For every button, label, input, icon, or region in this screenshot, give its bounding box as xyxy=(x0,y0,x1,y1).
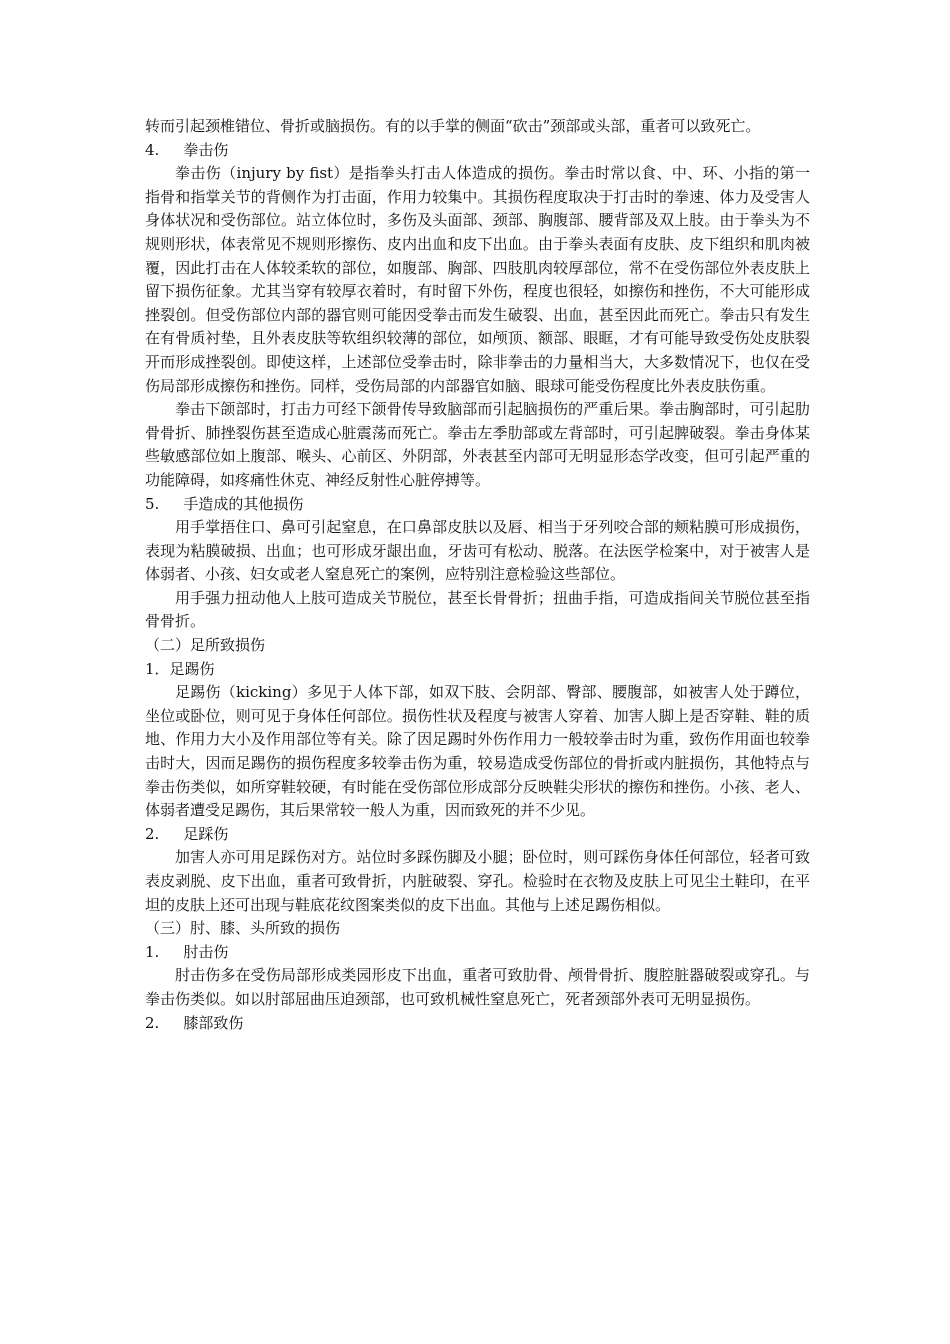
heading-stamp-injury xyxy=(145,823,810,847)
heading-number: 2. xyxy=(145,1013,160,1032)
heading-text: 拳击伤 xyxy=(183,140,229,159)
heading-text: 足踩伤 xyxy=(183,824,229,843)
heading-text: 肘击伤 xyxy=(183,942,229,961)
paragraph-stamp-injury: 加害人亦可用足踩伤对方。站位时多踩伤脚及小腿；卧位时，则可踩伤身体任何部位，轻者可致表皮剥脱、皮下出血，重者可致骨折，内脏破裂、穿孔。检验时在衣物及皮肤上可见尘土鞋印，在平坦的皮肤上还可出现与鞋底花纹图案类似的皮下出血。其他与上述足踢伤相似。 xyxy=(145,848,810,914)
section-foot-injury: （二）足所致损伤 xyxy=(145,636,266,655)
heading-number: 5. xyxy=(145,494,160,513)
heading-number: 4. xyxy=(145,140,160,159)
paragraph-continued: 转而引起颈椎错位、骨折或脑损伤。有的以手掌的侧面“砍击”颈部或头部，重者可以致死亡。 xyxy=(145,117,761,135)
heading-text: 膝部致伤 xyxy=(183,1013,244,1032)
document-body xyxy=(145,115,810,1035)
heading-number: 2. xyxy=(145,824,160,843)
paragraph-fist-injury-1: 拳击伤（injury by fist）是指拳头打击人体造成的损伤。拳击时常以食、中、环、小指的第一指骨和指掌关节的背侧作为打击面，作用力较集中。其损伤程度取决于打击时的拳速、体力及受害人身体状况和受伤部位。站立体位时，多伤及头面部、颈部、胸腹部、腰背部及双上肢。由于拳头为不规则形状，体表常见不规则形擦伤、皮内出血和皮下出血。由于拳头表面有皮肤、皮下组织和肌肉被覆，因此打击在人体较柔软的部位，如腹部、胸部、四肢肌肉较厚部位，常不在受伤部位外表皮肤上留下损伤征象。尤其当穿有较厚衣着时，有时留下外伤，程度也很轻，如擦伤和挫伤，不大可能形成挫裂创。但受伤部位内部的器官则可能因受拳击而发生破裂、出血，甚至因此而死亡。拳击只有发生在有骨质衬垫，且外表皮肤等软组织较薄的部位，如颅顶、额部、眼眶，才有可能导致受伤处皮肤裂开而形成挫裂创。即使这样，上述部位受拳击时，除非拳击的力量相当大，大多数情况下，也仅在受伤局部形成擦伤和挫伤。同样，受伤局部的内部器官如脑、眼球可能受伤程度比外表皮肤伤重。 xyxy=(145,164,810,395)
paragraph-elbow-injury: 肘击伤多在受伤局部形成类园形皮下出血，重者可致肋骨、颅骨骨折、腹腔脏器破裂或穿孔。与拳击伤类似。如以肘部屈曲压迫颈部，也可致机械性窒息死亡，死者颈部外表可无明显损伤。 xyxy=(145,966,810,1008)
heading-text: 手造成的其他损伤 xyxy=(183,494,304,513)
paragraph-fist-injury-2: 拳击下颌部时，打击力可经下颌骨传导致脑部而引起脑损伤的严重后果。拳击胸部时，可引起肋骨骨折、肺挫裂伤甚至造成心脏震荡而死亡。拳击左季肋部或左背部时，可引起脾破裂。拳击身体某些敏感部位如上腹部、喉头、心前区、外阴部，外表甚至内部可无明显形态学改变，但可引起严重的功能障碍，如疼痛性休克、神经反射性心脏停搏等。 xyxy=(145,400,810,489)
paragraph-hand-injury-2: 用手强力扭动他人上肢可造成关节脱位，甚至长骨骨折；扭曲手指，可造成指间关节脱位甚至指骨骨折。 xyxy=(145,588,810,631)
heading-fist-injury xyxy=(145,139,810,163)
heading-elbow-injury xyxy=(145,941,810,965)
heading-kick-injury: 1．足踢伤 xyxy=(145,659,215,678)
heading-other-hand-injury xyxy=(145,493,810,517)
heading-knee-injury xyxy=(145,1012,810,1036)
paragraph-hand-injury-1: 用手掌捂住口、鼻可引起窒息，在口鼻部皮肤以及唇、相当于牙列咬合部的颊粘膜可形成损伤，表现为粘膜破损、出血；也可形成牙龈出血，牙齿可有松动、脱落。在法医学检案中，对于被害人是体弱者、小孩、妇女或老人窒息死亡的案例，应特别注意检验这些部位。 xyxy=(145,518,810,584)
paragraph-kick-injury: 足踢伤（kicking）多见于人体下部，如双下肢、会阴部、臀部、腰腹部，如被害人处于蹲位，坐位或卧位，则可见于身体任何部位。损伤性状及程度与被害人穿着、加害人脚上是否穿鞋、鞋的质地、作用力大小及作用部位等有关。除了因足踢时外伤作用力一般较拳击时为重，致伤作用面也较拳击时大，因而足踢伤的损伤程度多较拳击伤为重，较易造成受伤部位的骨折或内脏损伤，其他特点与拳击伤类似，如所穿鞋较硬，有时能在受伤部位形成部分反映鞋尖形状的擦伤和挫伤。小孩、老人、体弱者遭受足踢伤，其后果常较一般人为重，因而致死的并不少见。 xyxy=(145,683,810,820)
section-elbow-knee-head-injury: （三）肘、膝、头所致的损伤 xyxy=(145,919,341,938)
heading-number: 1. xyxy=(145,942,160,961)
